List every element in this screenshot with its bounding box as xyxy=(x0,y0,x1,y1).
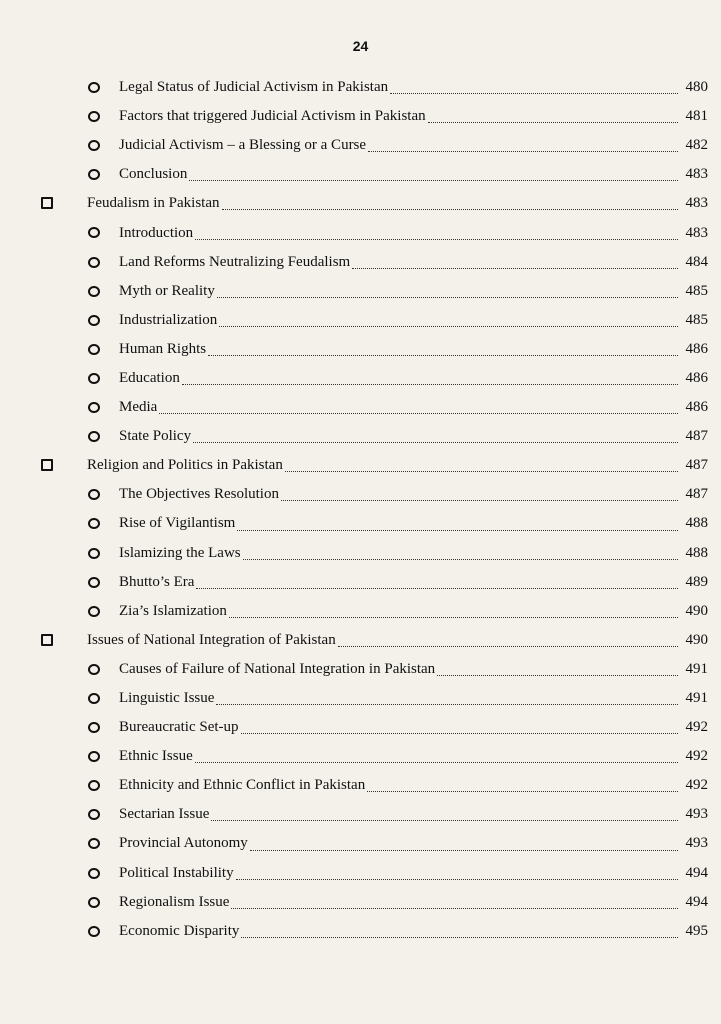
toc-subsection-entry xyxy=(0,713,721,742)
dot-leader xyxy=(159,413,678,414)
toc-subsection-entry xyxy=(0,160,721,189)
circle-bullet-icon xyxy=(88,140,100,151)
circle-bullet-icon xyxy=(88,227,100,238)
dot-leader xyxy=(222,209,679,210)
toc-entry-title: Land Reforms Neutralizing Feudalism xyxy=(119,253,351,270)
dot-leader xyxy=(250,850,678,851)
toc-page-ref: 492 xyxy=(685,777,708,794)
toc-subsection-entry xyxy=(0,335,721,364)
toc-section-entry xyxy=(0,451,721,480)
toc-entry-title: Ethnicity and Ethnic Conflict in Pakistan xyxy=(119,777,366,794)
toc-subsection-entry xyxy=(0,364,721,393)
circle-bullet-icon xyxy=(88,402,100,413)
toc-subsection-entry xyxy=(0,393,721,422)
circle-bullet-icon xyxy=(88,315,100,326)
toc-page-ref: 492 xyxy=(685,719,708,736)
circle-bullet-icon xyxy=(88,751,100,762)
toc-section-entry xyxy=(0,189,721,218)
square-bullet-icon xyxy=(41,634,53,646)
toc-entry-title: Human Rights xyxy=(119,340,207,357)
toc-page-ref: 486 xyxy=(685,340,708,357)
toc-page-ref: 486 xyxy=(685,369,708,386)
toc-page-ref: 491 xyxy=(685,660,708,677)
toc-entry-title: Bureaucratic Set-up xyxy=(119,719,239,736)
toc-page-ref: 486 xyxy=(685,399,708,416)
toc-subsection-entry xyxy=(0,771,721,800)
toc-subsection-entry xyxy=(0,131,721,160)
toc-entry-title: Economic Disparity xyxy=(119,922,240,939)
toc-page-ref: 492 xyxy=(685,748,708,765)
toc-subsection-entry xyxy=(0,73,721,102)
dot-leader xyxy=(241,733,678,734)
toc-entry-title: Bhutto’s Era xyxy=(119,573,195,590)
toc-subsection-entry xyxy=(0,742,721,771)
toc-subsection-entry xyxy=(0,306,721,335)
toc-subsection-entry xyxy=(0,248,721,277)
toc-entry-title: State Policy xyxy=(119,428,192,445)
toc-page-ref: 483 xyxy=(685,224,708,241)
dot-leader xyxy=(219,326,678,327)
toc-subsection-entry xyxy=(0,568,721,597)
square-bullet-icon xyxy=(41,197,53,209)
toc-page-ref: 490 xyxy=(685,631,708,648)
dot-leader xyxy=(368,151,678,152)
toc-subsection-entry xyxy=(0,480,721,509)
circle-bullet-icon xyxy=(88,344,100,355)
toc-page-ref: 494 xyxy=(685,893,708,910)
circle-bullet-icon xyxy=(88,664,100,675)
toc-entry-title: Myth or Reality xyxy=(119,282,215,299)
circle-bullet-icon xyxy=(88,577,100,588)
toc-entry-title: Industrialization xyxy=(119,311,218,328)
circle-bullet-icon xyxy=(88,169,100,180)
toc-entry-title: Feudalism in Pakistan xyxy=(87,195,220,212)
toc-subsection-entry xyxy=(0,859,721,888)
toc-page-ref: 493 xyxy=(685,806,708,823)
toc-entry-title: Conclusion xyxy=(119,166,188,183)
toc-entry-title: Legal Status of Judicial Activism in Pakistan xyxy=(119,79,389,96)
dot-leader xyxy=(390,93,678,94)
toc-entry-title: Factors that triggered Judicial Activism in Pakistan xyxy=(119,108,426,125)
toc-entry-title: Rise of Vigilantism xyxy=(119,515,236,532)
dot-leader xyxy=(196,588,678,589)
toc-subsection-entry xyxy=(0,218,721,247)
dot-leader xyxy=(211,820,678,821)
toc-entry-title: The Objectives Resolution xyxy=(119,486,279,503)
dot-leader xyxy=(241,937,678,938)
toc-subsection-entry xyxy=(0,539,721,568)
toc-entry-title: Islamizing the Laws xyxy=(119,544,241,561)
toc-page-ref: 490 xyxy=(685,602,708,619)
dot-leader xyxy=(281,500,678,501)
dot-leader xyxy=(285,471,678,472)
toc-subsection-entry xyxy=(0,888,721,917)
circle-bullet-icon xyxy=(88,868,100,879)
toc-entry-title: Issues of National Integration of Pakistan xyxy=(87,631,336,648)
circle-bullet-icon xyxy=(88,257,100,268)
dot-leader xyxy=(437,675,678,676)
circle-bullet-icon xyxy=(88,693,100,704)
dot-leader xyxy=(189,180,678,181)
toc-subsection-entry xyxy=(0,800,721,829)
toc-entry-title: Sectarian Issue xyxy=(119,806,210,823)
toc-subsection-entry xyxy=(0,509,721,538)
circle-bullet-icon xyxy=(88,82,100,93)
dot-leader xyxy=(195,239,678,240)
dot-leader xyxy=(338,646,678,647)
circle-bullet-icon xyxy=(88,489,100,500)
toc-page-ref: 489 xyxy=(685,573,708,590)
toc-page-ref: 493 xyxy=(685,835,708,852)
circle-bullet-icon xyxy=(88,606,100,617)
toc-subsection-entry xyxy=(0,829,721,858)
toc-page-ref: 487 xyxy=(685,457,708,474)
table-of-contents xyxy=(0,73,721,946)
dot-leader xyxy=(217,297,678,298)
dot-leader xyxy=(236,879,678,880)
dot-leader xyxy=(231,908,678,909)
toc-subsection-entry xyxy=(0,597,721,626)
toc-page-ref: 491 xyxy=(685,690,708,707)
toc-page-ref: 485 xyxy=(685,282,708,299)
dot-leader xyxy=(182,384,678,385)
toc-subsection-entry xyxy=(0,277,721,306)
toc-entry-title: Linguistic Issue xyxy=(119,690,215,707)
toc-page-ref: 482 xyxy=(685,137,708,154)
circle-bullet-icon xyxy=(88,897,100,908)
toc-entry-title: Religion and Politics in Pakistan xyxy=(87,457,283,474)
dot-leader xyxy=(367,791,678,792)
toc-entry-title: Regionalism Issue xyxy=(119,893,230,910)
toc-entry-title: Zia’s Islamization xyxy=(119,602,227,619)
dot-leader xyxy=(243,559,678,560)
toc-entry-title: Media xyxy=(119,399,158,416)
dot-leader xyxy=(216,704,678,705)
toc-subsection-entry xyxy=(0,917,721,946)
toc-entry-title: Education xyxy=(119,369,180,386)
circle-bullet-icon xyxy=(88,518,100,529)
toc-page-ref: 487 xyxy=(685,428,708,445)
toc-entry-title: Political Instability xyxy=(119,864,234,881)
dot-leader xyxy=(428,122,678,123)
circle-bullet-icon xyxy=(88,722,100,733)
toc-page-ref: 485 xyxy=(685,311,708,328)
dot-leader xyxy=(229,617,678,618)
dot-leader xyxy=(195,762,678,763)
toc-entry-title: Introduction xyxy=(119,224,194,241)
circle-bullet-icon xyxy=(88,373,100,384)
toc-subsection-entry xyxy=(0,422,721,451)
circle-bullet-icon xyxy=(88,809,100,820)
toc-section-entry xyxy=(0,626,721,655)
toc-subsection-entry xyxy=(0,684,721,713)
square-bullet-icon xyxy=(41,459,53,471)
toc-page-ref: 488 xyxy=(685,544,708,561)
dot-leader xyxy=(237,530,678,531)
toc-page-ref: 494 xyxy=(685,864,708,881)
toc-page-ref: 483 xyxy=(685,195,708,212)
toc-entry-title: Provincial Autonomy xyxy=(119,835,248,852)
toc-page-ref: 488 xyxy=(685,515,708,532)
circle-bullet-icon xyxy=(88,548,100,559)
page-number: 24 xyxy=(352,38,369,54)
dot-leader xyxy=(352,268,678,269)
circle-bullet-icon xyxy=(88,431,100,442)
toc-entry-title: Causes of Failure of National Integration in Pakistan xyxy=(119,660,436,677)
toc-entry-title: Judicial Activism – a Blessing or a Curse xyxy=(119,137,367,154)
circle-bullet-icon xyxy=(88,926,100,937)
dot-leader xyxy=(193,442,678,443)
toc-subsection-entry xyxy=(0,655,721,684)
circle-bullet-icon xyxy=(88,838,100,849)
circle-bullet-icon xyxy=(88,780,100,791)
toc-subsection-entry xyxy=(0,102,721,131)
toc-page-ref: 480 xyxy=(685,79,708,96)
circle-bullet-icon xyxy=(88,111,100,122)
toc-page-ref: 495 xyxy=(685,922,708,939)
toc-entry-title: Ethnic Issue xyxy=(119,748,193,765)
toc-page-ref: 483 xyxy=(685,166,708,183)
toc-page-ref: 487 xyxy=(685,486,708,503)
circle-bullet-icon xyxy=(88,286,100,297)
dot-leader xyxy=(208,355,678,356)
toc-page-ref: 484 xyxy=(685,253,708,270)
toc-page-ref: 481 xyxy=(685,108,708,125)
